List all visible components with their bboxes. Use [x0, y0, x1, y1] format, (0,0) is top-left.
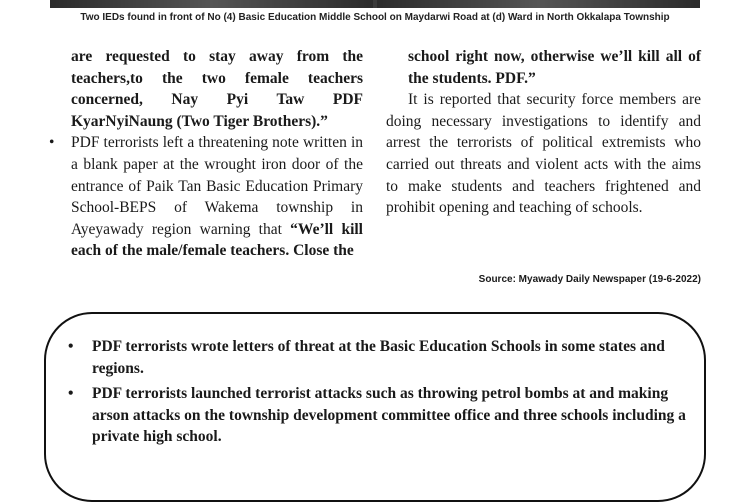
quote-end: school right now, otherwise we’ll kill all of the students. PDF.”	[408, 48, 701, 87]
summary-callout	[44, 312, 706, 502]
photo-strip	[50, 0, 700, 8]
bullet-text: PDF terrorists left a threatening note written in a blank paper at the wrought iron door of the entrance of Paik Tan Basic Education Primary School-BEPS of Wakema township in Ayeyawady region warning that	[71, 134, 363, 238]
summary-item-text: PDF terrorists wrote letters of threat at the Basic Education Schools in some states and regions.	[92, 338, 665, 377]
bullet-dot: •	[49, 134, 55, 152]
investigation-paragraph: It is reported that security force members are doing necessary investigations to identify and arrest the terrorists of political extremists who carried out threats and violent acts with the aims to make students and teachers frightened and prohibit opening and teaching of schools.	[386, 91, 701, 217]
photo-right	[377, 0, 700, 8]
summary-list	[68, 336, 688, 452]
summary-item	[68, 336, 688, 379]
right-column	[386, 46, 701, 219]
source-credit: Source: Myawady Daily Newspaper (19-6-2022)	[478, 274, 701, 285]
quote-continuation: are requested to stay away from the teachers,to the two female teachers concerned, Nay Pyi Taw PDF KyarNyiNaung (Two Tiger Brothers).”	[71, 48, 363, 130]
summary-item	[68, 383, 688, 448]
summary-item-text: PDF terrorists launched terrorist attacks such as throwing petrol bombs at and making arson attacks on the township development committee office and three schools including a private high school.	[92, 385, 686, 446]
left-column	[49, 46, 363, 262]
bullet-item-threat-note	[49, 132, 363, 262]
bullet-quote: “We’ll kill each of the male/female teachers. Close the	[71, 220, 363, 260]
photo-caption: Two IEDs found in front of No (4) Basic Education Middle School on Maydarwi Road at (d) Ward in North Okkalapa Township	[80, 12, 670, 23]
bullet-dot: •	[68, 385, 74, 403]
bullet-dot: •	[68, 338, 74, 355]
photo-left	[50, 0, 373, 8]
